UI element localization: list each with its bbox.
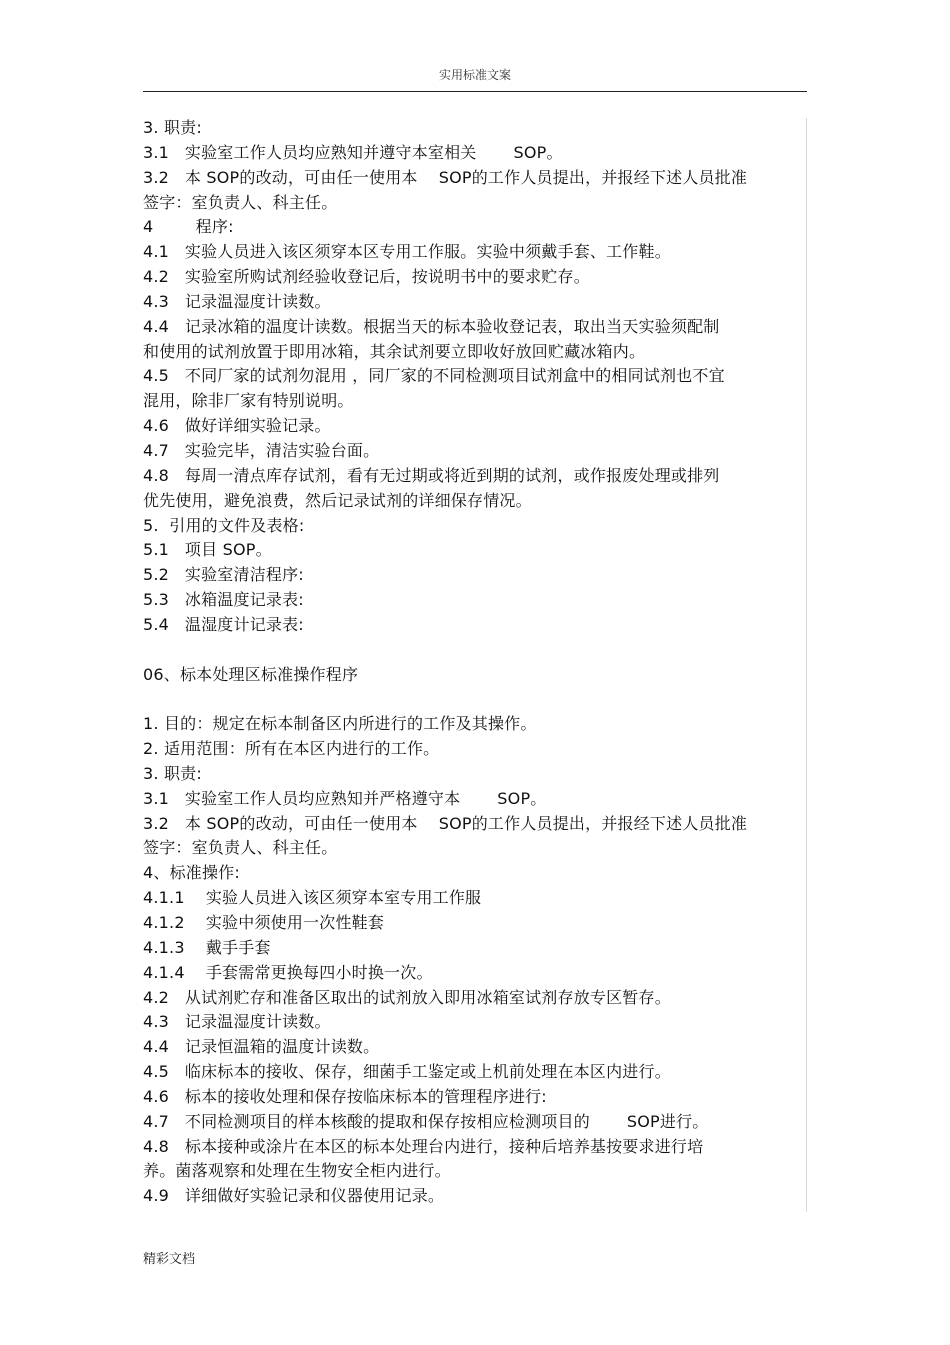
text-line: 3. 职责: — [143, 763, 202, 783]
text-line: 4.5 临床标本的接收、保存，细菌手工鉴定或上机前处理在本区内进行。 — [143, 1062, 671, 1082]
text-line: 5.1 项目 SOP。 — [143, 540, 272, 560]
blank-line — [143, 687, 803, 712]
text-line: 和使用的试剂放置于即用冰箱，其余试剂要立即收好放回贮藏冰箱内。 — [143, 341, 646, 361]
text-line: 签字：室负责人、科主任。 — [143, 838, 338, 858]
text-line: 5.4 温湿度计记录表: — [143, 614, 304, 634]
text-line: 4.9 详细做好实验记录和仪器使用记录。 — [143, 1186, 445, 1206]
text-line: 4.1.2 实验中须使用一次性鞋套 — [143, 913, 385, 932]
text-line: 4 程序: — [143, 217, 234, 237]
text-line: 5.3 冰箱温度记录表: — [143, 590, 304, 610]
text-line: 4.6 做好详细实验记录。 — [143, 416, 331, 436]
text-line: 4.4 记录恒温箱的温度计读数。 — [143, 1037, 380, 1057]
text-line: 1. 目的：规定在标本制备区内所进行的工作及其操作。 — [143, 714, 537, 734]
blank-line — [143, 638, 803, 663]
text-line: 5.2 实验室清洁程序: — [143, 565, 304, 585]
text-line: 4.2 实验室所购试剂经验收登记后，按说明书中的要求贮存。 — [143, 267, 590, 287]
text-line: 4.2 从试剂贮存和准备区取出的试剂放入即用冰箱室试剂存放专区暂存。 — [143, 987, 671, 1007]
text-line: 混用，除非厂家有特别说明。 — [143, 391, 354, 411]
text-line: 5. 引用的文件及表格: — [143, 515, 305, 535]
page-footer: 精彩文档 — [143, 1252, 196, 1267]
text-line: 4.3 记录温湿度计读数。 — [143, 291, 331, 311]
text-line: 4.7 实验完毕，清洁实验台面。 — [143, 440, 380, 460]
text-line: 4.1.3 戴手手套 — [143, 937, 271, 957]
text-line: 2. 适用范围：所有在本区内进行的工作。 — [143, 739, 440, 759]
document-body — [143, 116, 803, 1209]
header-divider — [143, 91, 807, 92]
text-line: 4.1.4 手套需常更换每四小时换一次。 — [143, 962, 433, 982]
text-line: 4.4 记录冰箱的温度计读数。根据当天的标本验收登记表，取出当天实验须配制 — [143, 316, 720, 336]
text-line: 4.3 记录温湿度计读数。 — [143, 1012, 331, 1032]
text-line: 4.7 不同检测项目的样本核酸的提取和保存按相应检测项目的 SOP进行。 — [143, 1111, 709, 1131]
text-line: 06、标本处理区标准操作程序 — [143, 664, 359, 684]
text-line: 4.8 每周一清点库存试剂，看有无过期或将近到期的试剂，或作报废处理或排列 — [143, 465, 720, 485]
text-line: 3.1 实验室工作人员均应熟知并严格遵守本 SOP。 — [143, 788, 547, 808]
text-line: 3.2 本 SOP的改动，可由任一使用本 SOP的工作人员提出，并报经下述人员批准 — [143, 813, 748, 833]
text-line: 签字：室负责人、科主任。 — [143, 192, 338, 212]
text-line: 养。菌落观察和处理在生物安全柜内进行。 — [143, 1161, 451, 1181]
text-line: 优先使用，避免浪费，然后记录试剂的详细保存情况。 — [143, 490, 532, 510]
text-line: 4.5 不同厂家的试剂勿混用 ，同厂家的不同检测项目试剂盒中的相同试剂也不宜 — [143, 366, 725, 386]
text-line: 3. 职责: — [143, 118, 202, 137]
text-line: 4、标准操作: — [143, 863, 240, 883]
page-header-title: 实用标准文案 — [438, 68, 511, 82]
text-line: 3.1 实验室工作人员均应熟知并遵守本室相关 SOP。 — [143, 142, 563, 162]
text-line: 4.8 标本接种或涂片在本区的标本处理台内进行，接种后培养基按要求进行培 — [143, 1136, 704, 1156]
text-line: 4.1.1 实验人员进入该区须穿本室专用工作服 — [143, 888, 482, 908]
text-line: 4.6 标本的接收处理和保存按临床标本的管理程序进行: — [143, 1086, 547, 1106]
text-line: 4.1 实验人员进入该区须穿本区专用工作服。实验中须戴手套、工作鞋。 — [143, 242, 671, 262]
right-margin-rule — [806, 118, 807, 1212]
text-line: 3.2 本 SOP的改动，可由任一使用本 SOP的工作人员提出，并报经下述人员批准 — [143, 167, 748, 187]
